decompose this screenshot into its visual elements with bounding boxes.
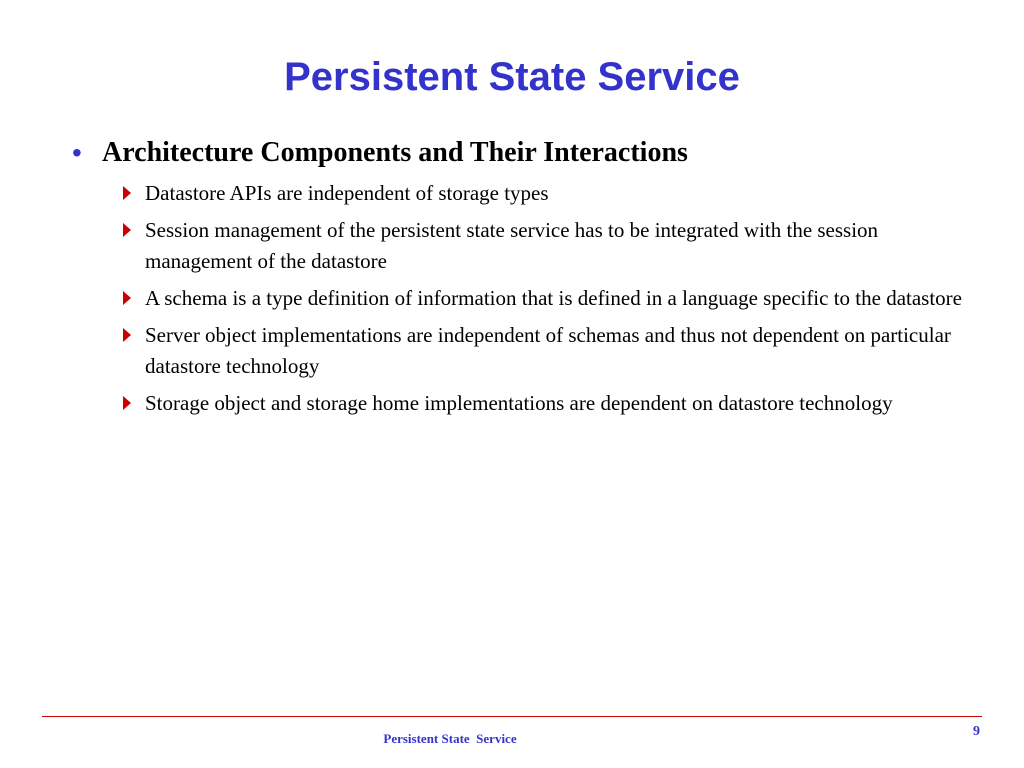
triangle-bullet-icon	[123, 186, 131, 200]
triangle-bullet-icon	[123, 291, 131, 305]
sub-point-text: Datastore APIs are independent of storage types	[145, 181, 549, 205]
triangle-bullet-icon	[123, 328, 131, 342]
sub-point-text: Server object implementations are independent of schemas and thus not dependent on particular datastore technology	[145, 323, 951, 378]
sub-point-text: Session management of the persistent state service has to be integrated with the session management of the datastore	[145, 218, 879, 273]
triangle-bullet-icon	[123, 223, 131, 237]
main-bullet-point	[72, 134, 972, 172]
triangle-bullet-icon	[123, 396, 131, 410]
sub-point	[119, 320, 972, 382]
sub-point-list	[72, 178, 972, 419]
sub-point-text: A schema is a type definition of information that is defined in a language specific to the datastore	[145, 286, 963, 310]
slide-content	[72, 134, 972, 425]
slide-title: Persistent State Service	[284, 55, 740, 99]
sub-point-text: Storage object and storage home implementations are dependent on datastore technology	[145, 391, 893, 415]
sub-point	[119, 215, 972, 277]
page-number: 9	[973, 724, 980, 739]
main-point-text: Architecture Components and Their Interactions	[102, 137, 688, 168]
sub-point	[119, 388, 972, 419]
sub-point	[119, 178, 972, 209]
sub-point	[119, 283, 972, 314]
footer-title: Persistent State Service	[383, 731, 517, 746]
bullet-icon: •	[72, 137, 82, 168]
footer-divider	[42, 716, 982, 717]
